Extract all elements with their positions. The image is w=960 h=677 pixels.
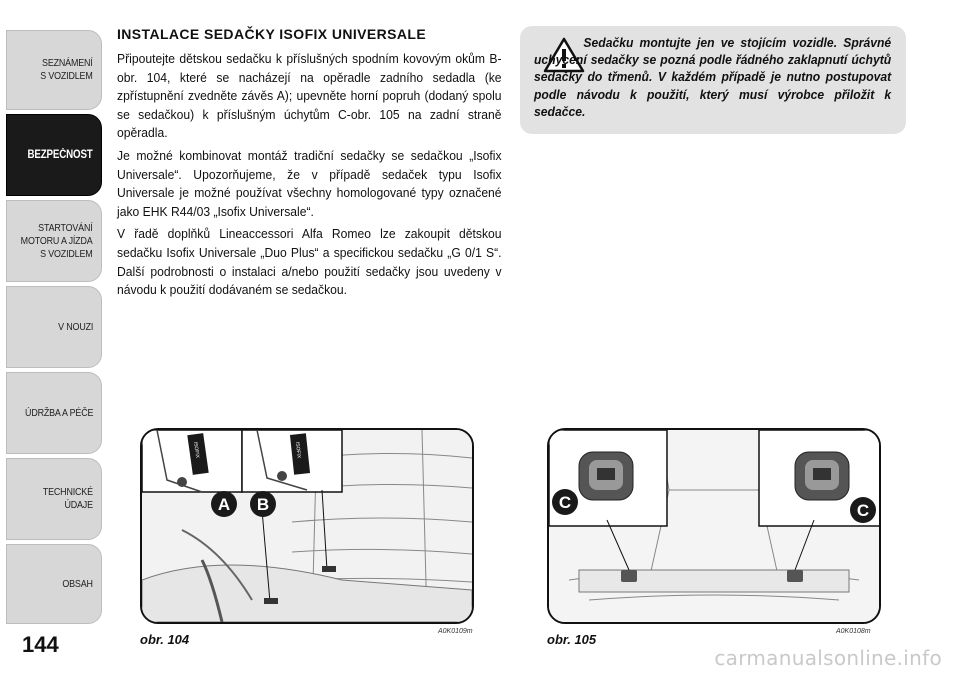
chapter-sidebar bbox=[0, 0, 104, 640]
figure-105 bbox=[547, 428, 881, 624]
marker-b-label: B bbox=[256, 495, 270, 514]
isofix-label-right: ISOFIX bbox=[294, 441, 302, 459]
figure-104-code: A0K0109m bbox=[438, 628, 473, 635]
warning-box bbox=[520, 26, 906, 134]
tab-label: STARTOVÁNÍ MOTORU A JÍZDA S VOZIDLEM bbox=[21, 221, 93, 260]
tab-label: BEZPEČNOST bbox=[27, 148, 93, 161]
figure-105-caption: obr. 105 bbox=[547, 632, 597, 647]
content-column bbox=[117, 26, 502, 304]
tab-seznameni[interactable] bbox=[6, 30, 102, 110]
figure-104-caption: obr. 104 bbox=[140, 632, 190, 647]
tab-technicke-udaje[interactable] bbox=[6, 458, 102, 540]
marker-a-label: A bbox=[217, 495, 231, 514]
isofix-seat-illustration bbox=[142, 430, 472, 622]
tab-label: TECHNICKÉ ÚDAJE bbox=[42, 486, 93, 511]
tab-label: SEZNÁMENÍ S VOZIDLEM bbox=[40, 57, 93, 82]
tab-label: V NOUZI bbox=[57, 320, 93, 333]
figure-104 bbox=[140, 428, 474, 624]
section-heading: INSTALACE SEDAČKY ISOFIX UNIVERSALE bbox=[117, 26, 427, 42]
tab-label: OBSAH bbox=[62, 577, 93, 590]
tab-startovani[interactable] bbox=[6, 200, 102, 282]
tab-label: ÚDRŽBA A PÉČE bbox=[24, 406, 93, 419]
tab-v-nouzi[interactable] bbox=[6, 286, 102, 368]
paragraph: Je možné kombinovat montáž tradiční sedačky se sedačkou „Isofix Universale“. Upozorňujeme, že v případě sedaček typu Isofix Universale je možné používat všechny homologované typy označené jako EHK R44/03 „Isofix Universale“. bbox=[117, 147, 502, 219]
isofix-label-left: ISOFIX bbox=[192, 441, 201, 459]
watermark: carmanualsonline.info bbox=[714, 646, 942, 670]
tab-obsah[interactable] bbox=[6, 544, 102, 624]
top-tether-illustration bbox=[549, 430, 879, 622]
marker-c-right-label: C bbox=[856, 501, 870, 520]
marker-c-left-label: C bbox=[558, 493, 572, 512]
warning-text: Sedačku montujte jen ve stojícím vozidle. Správné uchycení sedačky se pozná podle řádného zaklapnutí úchytů sedačky do třmenů. V každém případě je nutno postupovat podle návodu k použití, který musí výrobce přiložit k sedačce. bbox=[534, 35, 892, 119]
paragraph: V řadě doplňků Lineaccessori Alfa Romeo lze zakoupit dětskou sedačku Isofix Universale „Duo Plus“ a specifickou sedačku „G 0/1 S“. Další podrobnosti o instalaci a/nebo použití sedačky jsou uvedeny v návodu k použití dodávaném se sedačkou. bbox=[117, 226, 502, 298]
figure-105-code: A0K0108m bbox=[836, 628, 871, 635]
tab-bezpecnost[interactable] bbox=[6, 114, 102, 196]
page-number: 144 bbox=[22, 632, 59, 657]
tab-udrzba[interactable] bbox=[6, 372, 102, 454]
paragraph: Připoutejte dětskou sedačku k příslušných spodním kovovým okům B-obr. 104, které se nacházejí na opěradle zadního sedadla (ke zpřístupnění zvedněte závěs A); upevněte horní popruh (dodaný spolu se sedačkou) k příslušným úchytům C-obr. 105 na zadní straně opěradla. bbox=[117, 51, 502, 141]
